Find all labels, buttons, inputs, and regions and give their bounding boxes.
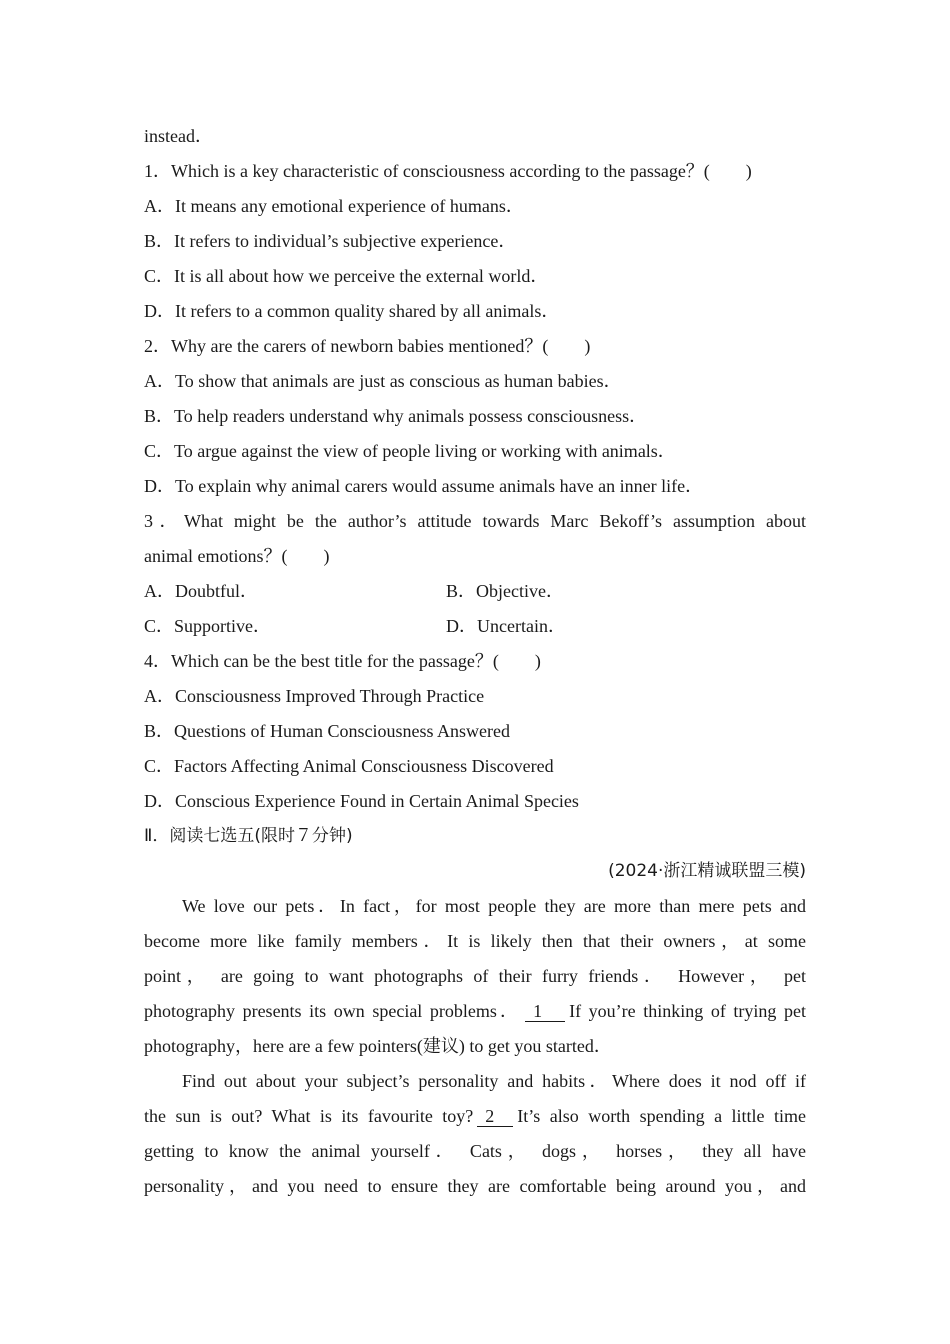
question-4-option-b: B．Questions of Human Consciousness Answered (144, 721, 510, 741)
question-2-option-c: C．To argue against the view of people living or working with animals． (144, 441, 676, 461)
question-4-option-a: A．Consciousness Improved Through Practice (144, 686, 485, 706)
question-4-option-c: C．Factors Affecting Animal Consciousness Discovered (144, 756, 554, 776)
document-page (144, 119, 806, 1204)
question-1-option-a: A．It means any emotional experience of humans． (144, 196, 524, 216)
passage-p1-line3: point， are going to want photographs of their furry friends． However， pet (144, 966, 806, 986)
question-2-stem: 2．Why are the carers of newborn babies mentioned？( ) (144, 336, 591, 356)
answer-blank-1: 1 (525, 1001, 565, 1022)
question-3-stem-line1: 3．What might be the author’s attitude towards Marc Bekoff’s assumption about (144, 511, 806, 531)
passage-p1-line4-start: photography presents its own special problems． (144, 1001, 522, 1021)
question-4-stem: 4．Which can be the best title for the passage？( ) (144, 651, 541, 671)
passage-p2-line4: personality，and you need to ensure they are comfortable being around you，and (144, 1176, 806, 1196)
question-3-stem-line2: animal emotions？( ) (144, 546, 330, 566)
question-2-option-b: B．To help readers understand why animals possess consciousness． (144, 406, 648, 426)
section-heading: Ⅱ．阅读七选五(限时７分钟) (144, 826, 353, 846)
question-1-stem: 1．Which is a key characteristic of consciousness according to the passage？( ) (144, 161, 752, 181)
section-source: (2024·浙江精诚联盟三模) (608, 861, 806, 881)
question-3-option-c: C．Supportive． (144, 616, 272, 636)
lead-in-text: instead． (144, 126, 213, 146)
passage-p1-line1: We love our pets．In fact，for most people they are more than mere pets and (182, 896, 806, 916)
question-1-option-b: B．It refers to individual’s subjective experience． (144, 231, 517, 251)
question-2-option-a: A．To show that animals are just as conscious as human babies． (144, 371, 622, 391)
question-1-option-d: D．It refers to a common quality shared by all animals． (144, 301, 560, 321)
passage-p2-line2 (144, 1099, 806, 1134)
passage-p1-line4 (144, 994, 806, 1029)
passage-p1-line4-end: If you’re thinking of trying pet (569, 1001, 806, 1021)
question-3-options-row1 (144, 574, 806, 609)
answer-blank-2: 2 (477, 1106, 513, 1127)
passage-p1-line2: become more like family members．It is likely then that their owners，at some (144, 931, 806, 951)
passage-p1-line5: photography，here are a few pointers(建议) to get you started． (144, 1036, 612, 1056)
question-3-option-b: B．Objective． (446, 581, 564, 601)
passage-p2-line2-end: It’s also worth spending a little time (517, 1106, 806, 1126)
passage-p2-line3: getting to know the animal yourself． Cats， dogs， horses， they all have (144, 1141, 806, 1161)
question-3-option-d: D．Uncertain． (446, 616, 566, 636)
question-4-option-d: D．Conscious Experience Found in Certain Animal Species (144, 791, 579, 811)
question-1-option-c: C．It is all about how we perceive the external world． (144, 266, 549, 286)
passage-p2-line1: Find out about your subject’s personality and habits．Where does it nod off if (182, 1071, 806, 1091)
question-2-option-d: D．To explain why animal carers would assume animals have an inner life． (144, 476, 704, 496)
question-3-options-row2 (144, 609, 806, 644)
question-3-option-a: A．Doubtful． (144, 581, 258, 601)
passage-p2-line2-start: the sun is out? What is its favourite toy? (144, 1106, 474, 1126)
